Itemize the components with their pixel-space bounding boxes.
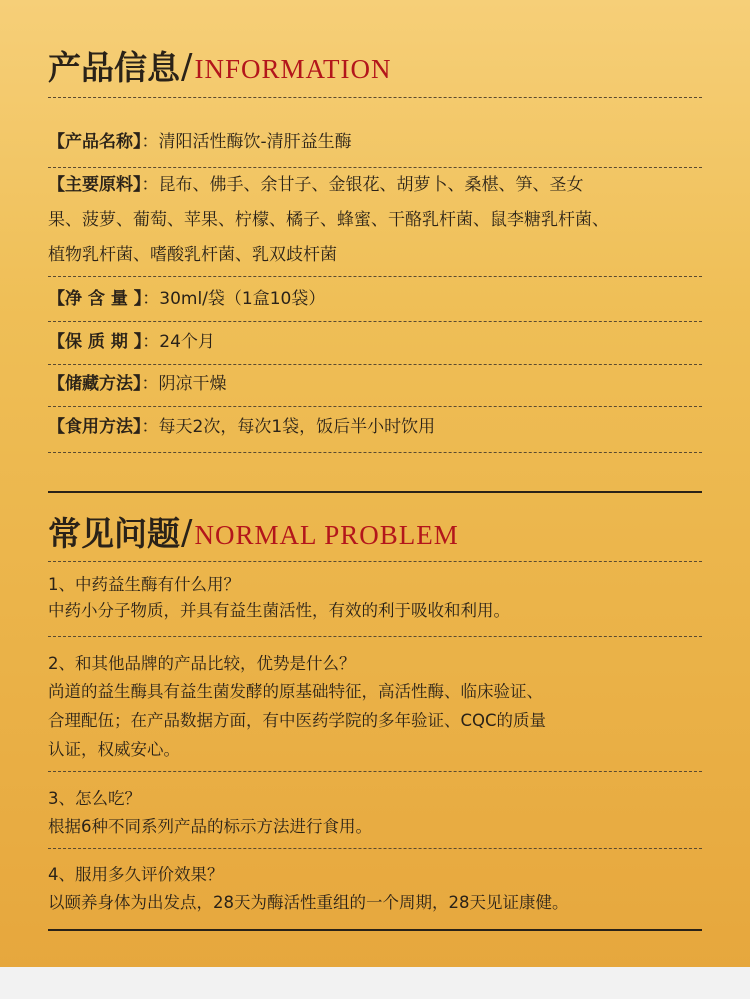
info-value: ：阴凉干燥: [141, 374, 227, 394]
info-row-name: [48, 125, 708, 160]
divider-dashed: [48, 276, 702, 277]
info-title-zh: 产品信息: [48, 48, 180, 87]
section-divider: [48, 491, 702, 493]
faq-title-zh: 常见问题: [48, 514, 180, 553]
info-value: ：30ml/袋（1盒10袋）: [142, 289, 326, 309]
faq-answer-line: 中药小分子物质，并具有益生菌活性，有效的利于吸收和利用。: [48, 601, 510, 620]
divider-dashed: [48, 771, 702, 772]
info-title-en: INFORMATION: [194, 54, 392, 84]
faq-answer-line: 以颐养身体为出发点，28天为酶活性重组的一个周期，28天见证康健。: [48, 893, 569, 912]
info-label: 【净 含 量 】: [48, 289, 143, 309]
faq-title-en: NORMAL PROBLEM: [194, 520, 459, 550]
faq-answer-line: 认证，权威安心。: [48, 740, 180, 759]
divider-dashed: [48, 452, 702, 453]
info-row-net-content: [48, 282, 708, 317]
faq-item: [48, 572, 708, 624]
divider-dashed: [48, 848, 702, 849]
divider-dashed: [48, 321, 702, 322]
info-value: ：24个月: [142, 332, 215, 352]
info-row-storage: [48, 367, 708, 402]
info-value: ：清阳活性酶饮-清肝益生酶: [141, 132, 352, 152]
divider-dashed: [48, 97, 702, 98]
faq-question: 4、服用多久评价效果？: [48, 865, 224, 884]
divider-dashed: [48, 636, 702, 637]
info-label: 【食用方法】: [48, 417, 142, 437]
divider-dashed: [48, 561, 702, 562]
faq-answer-line: 尚道的益生酶具有益生菌发酵的原基础特征，高活性酶、临床验证、: [48, 682, 543, 701]
info-label: 【产品名称】: [48, 132, 142, 152]
info-heading: [48, 47, 392, 87]
info-value-line: 果、菠萝、葡萄、苹果、柠檬、橘子、蜂蜜、干酪乳杆菌、鼠李糖乳杆菌、: [48, 210, 609, 230]
faq-answer-line: 根据6种不同系列产品的标示方法进行食用。: [48, 817, 372, 836]
faq-item: [48, 651, 708, 764]
faq-question: 2、和其他品牌的产品比较，优势是什么？: [48, 654, 356, 673]
info-label: 【保 质 期 】: [48, 332, 143, 352]
faq-answer-line: 合理配伍；在产品数据方面，有中医药学院的多年验证、CQC的质量: [48, 711, 547, 730]
info-row-usage: [48, 410, 708, 445]
faq-question: 1、中药益生酶有什么用？: [48, 575, 240, 594]
info-value: ：每天2次，每次1袋，饭后半小时饮用: [141, 417, 436, 437]
divider-dashed: [48, 406, 702, 407]
info-title-slash: /: [181, 47, 193, 87]
info-value: ：昆布、佛手、余甘子、金银花、胡萝卜、桑椹、笋、圣女: [141, 175, 584, 195]
divider-dashed: [48, 364, 702, 365]
faq-heading: [48, 513, 459, 553]
info-value-line: 植物乳杆菌、嗜酸乳杆菌、乳双歧杆菌: [48, 245, 337, 265]
faq-item: [48, 862, 708, 917]
info-label: 【主要原料】: [48, 175, 142, 195]
bottom-strip: [0, 967, 750, 999]
info-row-ingredients: [48, 168, 708, 273]
faq-title-slash: /: [181, 513, 193, 553]
info-label: 【储藏方法】: [48, 374, 142, 394]
section-divider: [48, 929, 702, 931]
faq-question: 3、怎么吃？: [48, 789, 141, 808]
info-row-shelf-life: [48, 325, 708, 360]
faq-item: [48, 786, 708, 841]
